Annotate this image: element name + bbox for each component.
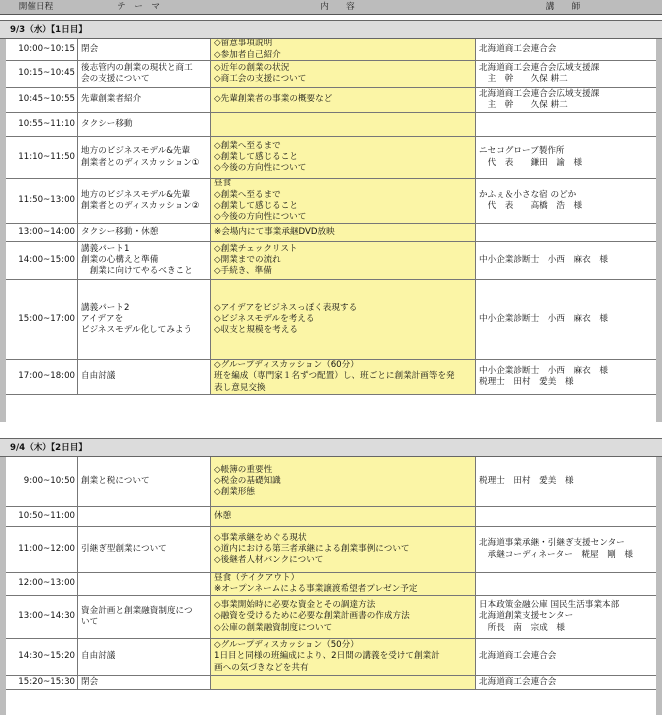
time-cell-text: 11:50~13:00 [18, 195, 75, 206]
content-cell-text: ◇アイデアをビジネスっぽく表現する ◇ビジネスモデルを考える ◇収支と規模を考える [214, 302, 358, 336]
table-row [6, 457, 662, 507]
content-cell [211, 61, 476, 87]
lecturer-cell-text: 北海道商工会連合会 [479, 651, 557, 662]
table-row [6, 137, 662, 179]
time-cell-text: 10:45~10:55 [18, 94, 75, 105]
content-cell [211, 113, 476, 136]
theme-cell-text: 先輩創業者紹介 [81, 94, 142, 105]
content-cell [211, 360, 476, 394]
table-row [6, 179, 662, 224]
time-cell [6, 573, 78, 595]
table-row [6, 39, 662, 61]
time-cell [6, 527, 78, 572]
time-cell [6, 596, 78, 638]
content-cell [211, 527, 476, 572]
content-cell-text: ◇帳簿の重要性 ◇税金の基礎知識 ◇創業形態 [214, 464, 281, 498]
header-content: 内 容 [320, 2, 355, 12]
theme-cell [78, 224, 211, 241]
lecturer-cell [476, 360, 662, 394]
theme-cell-text: 創業と税について [81, 475, 150, 486]
time-cell [6, 224, 78, 241]
theme-cell-text: タクシー移動 [81, 118, 133, 129]
day-2-heading [0, 438, 662, 457]
theme-cell [78, 88, 211, 112]
content-cell-text: ◇近年の創業の状況 ◇商工会の支援について [214, 62, 307, 84]
theme-cell [78, 360, 211, 394]
lecturer-cell [476, 137, 662, 178]
theme-cell [78, 573, 211, 595]
day-1-heading [0, 20, 662, 39]
theme-cell [78, 527, 211, 572]
time-cell [6, 360, 78, 394]
time-cell [6, 137, 78, 178]
theme-cell-text: 講義パート1 創業の心構えと準備 創業に向けてやるべきこと [81, 243, 193, 277]
time-cell [6, 39, 78, 60]
lecturer-cell [476, 596, 662, 638]
theme-cell [78, 179, 211, 223]
table-row [6, 507, 662, 527]
content-cell-text: ◇創業へ至るまで ◇創業して感じること ◇今後の方向性について [214, 140, 307, 174]
table-row [6, 88, 662, 113]
content-cell [211, 224, 476, 241]
theme-cell [78, 280, 211, 359]
right-margin-bar [656, 39, 662, 422]
table-row [6, 676, 662, 690]
content-cell [211, 573, 476, 595]
lecturer-cell-text: 中小企業診断士 小西 麻衣 様 [479, 313, 608, 324]
content-cell-text: 昼食（テイクアウト） ※オープンネームによる事業譲渡希望者プレゼン予定 [214, 573, 418, 594]
table-row [6, 639, 662, 676]
lecturer-cell-text: 北海道商工会連合会 [479, 676, 557, 687]
table-row [6, 61, 662, 88]
time-cell-text: 11:00~12:00 [18, 543, 75, 554]
time-cell-text: 15:20~15:30 [18, 676, 75, 687]
day-2-schedule [0, 457, 662, 715]
theme-cell-text: 地方のビジネスモデル&先輩 創業者とのディスカッション① [81, 146, 200, 168]
header-lecturer: 講 師 [545, 2, 581, 12]
content-cell-text: ◇先輩創業者の事業の概要など [214, 94, 333, 105]
theme-cell [78, 39, 211, 60]
theme-cell [78, 507, 211, 526]
time-cell [6, 61, 78, 87]
time-cell-text: 12:00~13:00 [18, 578, 75, 589]
lecturer-cell [476, 179, 662, 223]
table-row [6, 360, 662, 395]
time-cell [6, 280, 78, 359]
content-cell-text: 休憩 [214, 510, 232, 521]
content-cell [211, 676, 476, 689]
time-cell-text: 10:55~11:10 [18, 118, 75, 129]
lecturer-cell [476, 639, 662, 675]
content-cell [211, 639, 476, 675]
day-1-schedule [0, 39, 662, 422]
content-cell-text: ◇創業チェックリスト ◇開業までの流れ ◇手続き、準備 [214, 243, 298, 277]
table-row [6, 224, 662, 242]
time-cell [6, 242, 78, 279]
lecturer-cell [476, 573, 662, 595]
lecturer-cell [476, 88, 662, 112]
time-cell [6, 88, 78, 112]
table-row [6, 242, 662, 280]
lecturer-cell-text: 中小企業診断士 小西 麻衣 様 [479, 254, 608, 265]
theme-cell-text: 閉会 [81, 676, 99, 687]
table-header [0, 0, 662, 15]
lecturer-cell [476, 676, 662, 689]
table-row [6, 113, 662, 137]
theme-cell-text: 閉会 [81, 43, 99, 54]
lecturer-cell [476, 280, 662, 359]
lecturer-cell [476, 113, 662, 136]
content-cell-text: 昼食 ◇創業へ至るまで ◇創業して感じること ◇今後の方向性について [214, 179, 307, 223]
lecturer-cell-text: 北海道商工会連合会 [479, 43, 557, 54]
time-cell-text: 15:00~17:00 [18, 313, 75, 324]
theme-cell-text: 引継ぎ型創業について [81, 543, 167, 554]
right-margin-bar [656, 457, 662, 715]
lecturer-cell-text: 北海道商工会連合会広域支援課 主 幹 久保 耕二 [479, 62, 600, 84]
lecturer-cell [476, 224, 662, 241]
lecturer-cell-text: 中小企業診断士 小西 麻衣 様 税理士 田村 愛美 様 [479, 365, 608, 387]
theme-cell-text: 自由討議 [81, 371, 116, 382]
content-cell [211, 457, 476, 506]
table-row [6, 573, 662, 596]
lecturer-cell [476, 61, 662, 87]
time-cell [6, 113, 78, 136]
time-cell [6, 457, 78, 506]
time-cell [6, 639, 78, 675]
time-cell-text: 13:00~14:30 [18, 611, 75, 622]
content-cell-text: ◇留意事項説明 ◇参加者自己紹介 [214, 39, 281, 60]
day-1-label: 9/3（水）【1日目】 [10, 25, 87, 35]
table-row [6, 596, 662, 639]
content-cell [211, 280, 476, 359]
lecturer-cell-text: 北海道事業承継・引継ぎ支援センター 承継コーディネーター 糀屋 剛 様 [479, 538, 634, 560]
time-cell-text: 10:15~10:45 [18, 68, 75, 79]
time-cell-text: 14:30~15:20 [18, 651, 75, 662]
time-cell-text: 11:10~11:50 [18, 151, 75, 162]
content-cell-text: ※会場内にて事業承継DVD放映 [214, 226, 335, 237]
time-cell [6, 179, 78, 223]
time-cell-text: 10:50~11:00 [18, 510, 75, 521]
content-cell-text: ◇グループディスカッション（60分） 班を編成（専門家１名ずつ配置）し、班ごとに創業計画等を発 表し意見交換 [214, 360, 455, 393]
content-cell-text: ◇グループディスカッション（50分） 1日目と同様の班編成により、2日間の講義を受けて創業計 画への気づきなどを共有 [214, 640, 440, 673]
theme-cell [78, 113, 211, 136]
theme-cell [78, 242, 211, 279]
time-cell-text: 10:00~10:15 [18, 43, 75, 54]
time-cell-text: 9:00~10:50 [23, 475, 75, 486]
time-cell [6, 676, 78, 689]
lecturer-cell [476, 457, 662, 506]
theme-cell [78, 61, 211, 87]
theme-cell-text: タクシー移動・休憩 [81, 226, 159, 237]
content-cell [211, 242, 476, 279]
header-schedule: 開催日程 [18, 2, 54, 12]
theme-cell-text: 講義パート2 アイデアを ビジネスモデル化してみよう [81, 302, 193, 336]
content-cell [211, 596, 476, 638]
theme-cell [78, 639, 211, 675]
header-theme: テ ー マ [117, 2, 160, 12]
content-cell [211, 137, 476, 178]
content-cell [211, 88, 476, 112]
lecturer-cell-text: ニセコグローブ製作所 代 表 鎌田 諭 様 [479, 146, 583, 168]
theme-cell-text: 後志管内の創業の現状と商工 会の支援について [81, 62, 193, 84]
time-cell-text: 14:00~15:00 [18, 254, 75, 265]
theme-cell-text: 自由討議 [81, 651, 116, 662]
theme-cell [78, 457, 211, 506]
table-row [6, 280, 662, 360]
content-cell-text: ◇事業承継をめぐる現状 ◇道内における第三者承継による創業事例について ◇後継者人材バンクについて [214, 532, 410, 566]
theme-cell [78, 676, 211, 689]
lecturer-cell-text: 北海道商工会連合会広域支援課 主 幹 久保 耕二 [479, 88, 600, 110]
content-cell [211, 39, 476, 60]
table-row [6, 527, 662, 573]
time-cell-text: 17:00~18:00 [18, 371, 75, 382]
content-cell [211, 507, 476, 526]
theme-cell-text: 資金計画と創業融資制度につ いて [81, 605, 193, 627]
content-cell-text: ◇事業開始時に必要な資金とその調達方法 ◇融資を受けるために必要な創業計画書の作成方法 ◇公庫の創業融資制度について [214, 600, 410, 633]
lecturer-cell [476, 527, 662, 572]
lecturer-cell [476, 507, 662, 526]
lecturer-cell [476, 39, 662, 60]
lecturer-cell-text: 税理士 田村 愛美 様 [479, 475, 574, 486]
lecturer-cell [476, 242, 662, 279]
theme-cell-text: 地方のビジネスモデル&先輩 創業者とのディスカッション② [81, 189, 200, 211]
theme-cell [78, 137, 211, 178]
day-2-label: 9/4（木）【2日目】 [10, 443, 87, 453]
time-cell-text: 13:00~14:00 [18, 226, 75, 237]
theme-cell [78, 596, 211, 638]
lecturer-cell-text: 日本政策金融公庫 国民生活事業本部 北海道創業支援センター 所長 南 宗成 様 [479, 600, 620, 633]
content-cell [211, 179, 476, 223]
time-cell [6, 507, 78, 526]
lecturer-cell-text: かふぇ＆小さな宿 のどか 代 表 高橋 浩 様 [479, 189, 583, 211]
